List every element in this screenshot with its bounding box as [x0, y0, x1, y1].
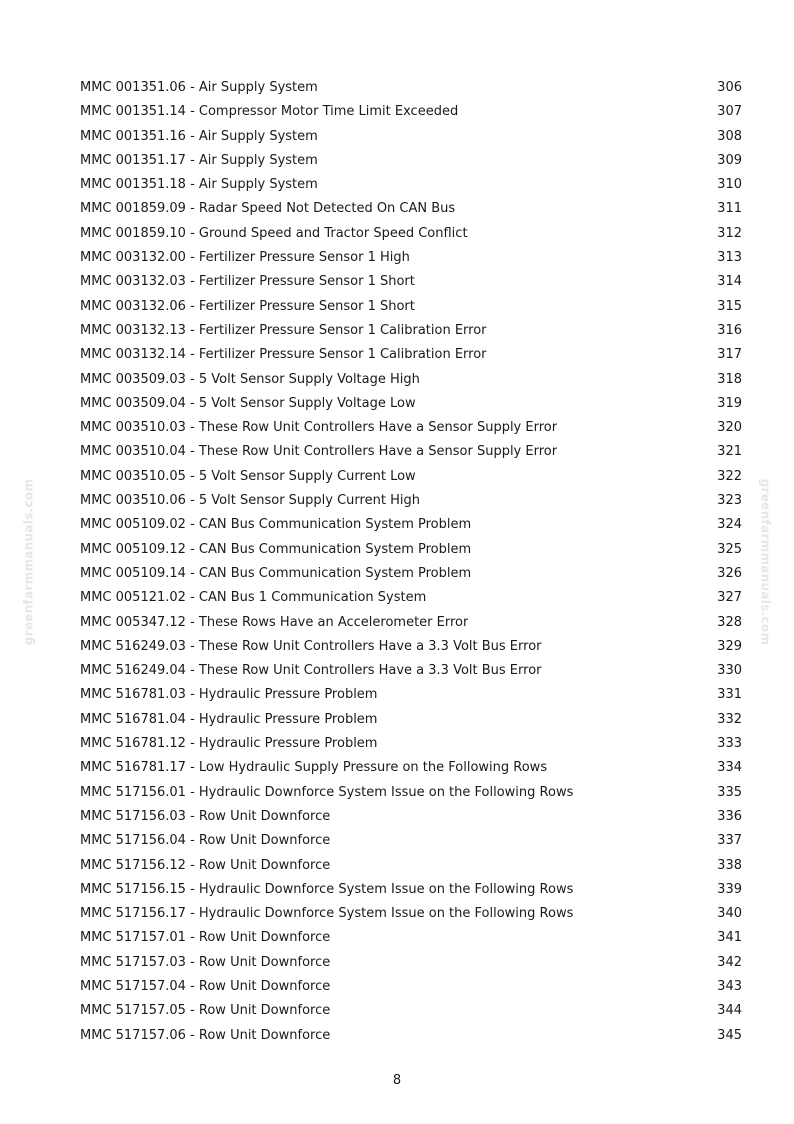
toc-entry-title: MMC 003132.00 - Fertilizer Pressure Sensor 1 High — [80, 250, 410, 266]
toc-entry-title: MMC 517156.03 - Row Unit Downforce — [80, 808, 331, 824]
toc-entry-title: MMC 003510.03 - These Row Unit Controllers Have a Sensor Supply Error — [80, 420, 558, 436]
toc-entry[interactable] — [80, 440, 742, 464]
toc-entry-page-number: 342 — [717, 954, 742, 970]
watermark-right — [755, 0, 775, 1124]
toc-entry[interactable] — [80, 197, 742, 221]
toc-entry[interactable] — [80, 246, 742, 270]
toc-entry[interactable] — [80, 76, 742, 100]
toc-entry[interactable] — [80, 586, 742, 610]
watermark-right-text: greenfarmmanuals.com — [758, 478, 772, 646]
toc-entry-title: MMC 001859.09 - Radar Speed Not Detected On CAN Bus — [80, 201, 456, 217]
toc-entry-title: MMC 516781.04 - Hydraulic Pressure Problem — [80, 711, 378, 727]
toc-entry-title: MMC 003509.03 - 5 Volt Sensor Supply Voltage High — [80, 371, 420, 387]
toc-entry[interactable] — [80, 416, 742, 440]
toc-entry[interactable] — [80, 100, 742, 124]
toc-entry-title: MMC 003510.04 - These Row Unit Controllers Have a Sensor Supply Error — [80, 444, 558, 460]
toc-entry[interactable] — [80, 465, 742, 489]
toc-entry-title: MMC 517156.12 - Row Unit Downforce — [80, 857, 331, 873]
toc-entry[interactable] — [80, 805, 742, 829]
toc-entry-title: MMC 517157.03 - Row Unit Downforce — [80, 954, 331, 970]
toc-entry[interactable] — [80, 781, 742, 805]
toc-entry-page-number: 309 — [717, 152, 742, 168]
page-number: 8 — [392, 1073, 402, 1088]
toc-entry-title: MMC 516781.12 - Hydraulic Pressure Problem — [80, 736, 378, 752]
toc-entry-title: MMC 517156.04 - Row Unit Downforce — [80, 833, 331, 849]
toc-entry-title: MMC 516781.17 - Low Hydraulic Supply Pressure on the Following Rows — [80, 760, 548, 776]
toc-entry[interactable] — [80, 999, 742, 1023]
toc-entry-page-number: 337 — [717, 833, 742, 849]
toc-entry-page-number: 335 — [717, 784, 742, 800]
toc-entry[interactable] — [80, 173, 742, 197]
toc-entry-title: MMC 003132.06 - Fertilizer Pressure Sensor 1 Short — [80, 298, 415, 314]
toc-entry[interactable] — [80, 732, 742, 756]
toc-entry-title: MMC 003132.03 - Fertilizer Pressure Sensor 1 Short — [80, 274, 415, 290]
toc-entry-page-number: 340 — [717, 906, 742, 922]
toc-entry-title: MMC 517157.05 - Row Unit Downforce — [80, 1003, 331, 1019]
toc-entry[interactable] — [80, 368, 742, 392]
toc-entry-page-number: 315 — [717, 298, 742, 314]
toc-entry[interactable] — [80, 975, 742, 999]
toc-entry-title: MMC 516249.03 - These Row Unit Controllers Have a 3.3 Volt Bus Error — [80, 638, 542, 654]
toc-entry-page-number: 311 — [717, 201, 742, 217]
toc-entry-page-number: 345 — [717, 1027, 742, 1043]
toc-entry-title: MMC 001351.18 - Air Supply System — [80, 177, 318, 193]
toc-entry-page-number: 318 — [717, 371, 742, 387]
toc-entry[interactable] — [80, 538, 742, 562]
watermark-left — [18, 0, 38, 1124]
toc-entry-title: MMC 005109.02 - CAN Bus Communication System Problem — [80, 517, 472, 533]
toc-entry-page-number: 308 — [717, 128, 742, 144]
toc-entry-title: MMC 003132.13 - Fertilizer Pressure Sensor 1 Calibration Error — [80, 322, 487, 338]
toc-entry-title: MMC 516249.04 - These Row Unit Controllers Have a 3.3 Volt Bus Error — [80, 663, 542, 679]
toc-entry[interactable] — [80, 635, 742, 659]
toc-entry-title: MMC 001351.14 - Compressor Motor Time Limit Exceeded — [80, 104, 459, 120]
toc-entry-title: MMC 005109.12 - CAN Bus Communication System Problem — [80, 541, 472, 557]
toc-entry-page-number: 306 — [717, 80, 742, 95]
toc-entry-title: MMC 001351.17 - Air Supply System — [80, 152, 318, 168]
toc-entry-page-number: 314 — [717, 274, 742, 290]
toc-entry[interactable] — [80, 1024, 742, 1048]
toc-entry-page-number: 327 — [717, 590, 742, 606]
watermark-left-text: greenfarmmanuals.com — [21, 478, 35, 646]
toc-entry[interactable] — [80, 489, 742, 513]
toc-entry[interactable] — [80, 222, 742, 246]
toc-entry[interactable] — [80, 878, 742, 902]
toc-entry-title: MMC 516781.03 - Hydraulic Pressure Problem — [80, 687, 378, 703]
toc-entry[interactable] — [80, 611, 742, 635]
toc-entry-title: MMC 003510.05 - 5 Volt Sensor Supply Current Low — [80, 468, 416, 484]
toc-entry-title: MMC 517157.06 - Row Unit Downforce — [80, 1027, 331, 1043]
toc-entry[interactable] — [80, 683, 742, 707]
toc-entry-page-number: 307 — [717, 104, 742, 120]
toc-entry[interactable] — [80, 829, 742, 853]
toc-entry-title: MMC 517156.15 - Hydraulic Downforce System Issue on the Following Rows — [80, 881, 574, 897]
toc-entry-page-number: 316 — [717, 322, 742, 338]
toc-entry-page-number: 341 — [717, 930, 742, 946]
toc-entry-title: MMC 003509.04 - 5 Volt Sensor Supply Voltage Low — [80, 395, 416, 411]
table-of-contents — [80, 76, 742, 1048]
toc-entry-page-number: 323 — [717, 493, 742, 509]
toc-entry[interactable] — [80, 343, 742, 367]
toc-entry-page-number: 312 — [717, 225, 742, 241]
toc-entry[interactable] — [80, 708, 742, 732]
toc-entry-title: MMC 003510.06 - 5 Volt Sensor Supply Current High — [80, 493, 420, 509]
toc-entry-title: MMC 517157.04 - Row Unit Downforce — [80, 978, 331, 994]
toc-entry[interactable] — [80, 392, 742, 416]
toc-entry-page-number: 326 — [717, 565, 742, 581]
toc-entry-title: MMC 001351.16 - Air Supply System — [80, 128, 318, 144]
toc-entry-page-number: 333 — [717, 736, 742, 752]
toc-entry-page-number: 325 — [717, 541, 742, 557]
toc-entry[interactable] — [80, 562, 742, 586]
toc-entry-page-number: 310 — [717, 177, 742, 193]
toc-entry[interactable] — [80, 295, 742, 319]
toc-entry[interactable] — [80, 951, 742, 975]
toc-entry-title: MMC 517156.17 - Hydraulic Downforce System Issue on the Following Rows — [80, 906, 574, 922]
toc-entry-title: MMC 517157.01 - Row Unit Downforce — [80, 930, 331, 946]
toc-entry-page-number: 317 — [717, 347, 742, 363]
toc-entry-title: MMC 001859.10 - Ground Speed and Tractor Speed Conflict — [80, 225, 468, 241]
toc-entry-page-number: 329 — [717, 638, 742, 654]
toc-entry[interactable] — [80, 756, 742, 780]
toc-entry-title: MMC 001351.06 - Air Supply System — [80, 80, 318, 95]
toc-entry-title: MMC 005109.14 - CAN Bus Communication System Problem — [80, 565, 472, 581]
toc-entry-page-number: 338 — [717, 857, 742, 873]
toc-entry-title: MMC 003132.14 - Fertilizer Pressure Sensor 1 Calibration Error — [80, 347, 487, 363]
toc-entry-title: MMC 517156.01 - Hydraulic Downforce System Issue on the Following Rows — [80, 784, 574, 800]
toc-entry-page-number: 334 — [717, 760, 742, 776]
toc-entry-page-number: 344 — [717, 1003, 742, 1019]
toc-entry[interactable] — [80, 149, 742, 173]
toc-entry[interactable] — [80, 270, 742, 294]
toc-entry-page-number: 319 — [717, 395, 742, 411]
toc-entry-page-number: 322 — [717, 468, 742, 484]
toc-entry-page-number: 339 — [717, 881, 742, 897]
toc-entry-page-number: 313 — [717, 250, 742, 266]
toc-entry-page-number: 336 — [717, 808, 742, 824]
toc-entry[interactable] — [80, 902, 742, 926]
toc-entry-title: MMC 005121.02 - CAN Bus 1 Communication System — [80, 590, 427, 606]
toc-entry[interactable] — [80, 125, 742, 149]
toc-entry[interactable] — [80, 926, 742, 950]
toc-entry-page-number: 343 — [717, 978, 742, 994]
toc-entry-page-number: 328 — [717, 614, 742, 630]
toc-entry-page-number: 330 — [717, 663, 742, 679]
toc-entry-page-number: 331 — [717, 687, 742, 703]
toc-entry[interactable] — [80, 319, 742, 343]
toc-entry[interactable] — [80, 659, 742, 683]
toc-entry-page-number: 320 — [717, 420, 742, 436]
toc-entry-page-number: 324 — [717, 517, 742, 533]
toc-entry[interactable] — [80, 513, 742, 537]
toc-entry-page-number: 332 — [717, 711, 742, 727]
toc-entry-page-number: 321 — [717, 444, 742, 460]
toc-entry[interactable] — [80, 854, 742, 878]
toc-entry-title: MMC 005347.12 - These Rows Have an Accelerometer Error — [80, 614, 469, 630]
